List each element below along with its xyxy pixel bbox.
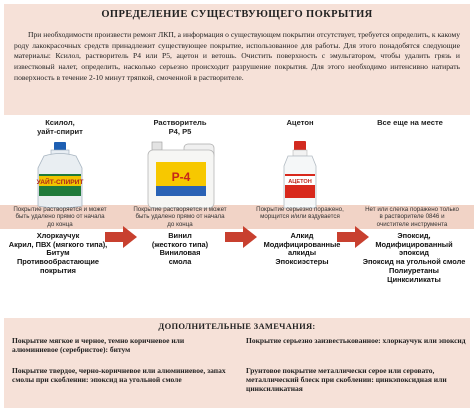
- column-header: Ксилол, уайт-спирит: [37, 118, 83, 136]
- column-solvent: [134, 118, 226, 210]
- coating-list-3: Алкид Модифицированные алкиды Эпоксиэстеры: [263, 231, 341, 267]
- remark-item-1: Покрытие мягкое и черное, темно коричневое или алюминиевое (серебристое): битум: [12, 336, 185, 355]
- result-note-2: Покрытие растворяется и может быть удалено прямо от начала до конца: [133, 206, 227, 228]
- result-note-4: Нет или слегка поражено только в растворителе 0846 и очистителе инструмента: [365, 206, 459, 228]
- coating-list-1: Хлоркаучук Акрил, ПВХ (мягкого типа), Битум Противообрастающие покрытия: [8, 231, 108, 275]
- result-note-1: Покрытие растворяется и может быть удалено прямо от начала до конца: [13, 206, 107, 228]
- acetone-bottle-image: [254, 140, 346, 210]
- remarks-title: ДОПОЛНИТЕЛЬНЫЕ ЗАМЕЧАНИЯ:: [158, 321, 316, 331]
- bottle-label: УАЙТ-СПИРИТ: [36, 179, 84, 186]
- remark-item-3: Покрытие твердое, черно-коричневое или алюминиевое, запах смолы при скоблении: эпоксид на угольной смоле: [12, 366, 226, 385]
- acetone-label: АЦЕТОН: [288, 179, 312, 185]
- result-note-3: Покрытие серьезно поражено, морщится и/или вздувается: [256, 206, 344, 221]
- column-header: Растворитель Р4, Р5: [153, 118, 207, 136]
- column-acetone: [254, 118, 346, 210]
- coating-list-4: Эпоксид, Модифицированный эпоксид Эпоксид на угольной смоле Полиуретаны Цинксиликаты: [362, 231, 466, 284]
- intact-coating-image: [364, 140, 456, 210]
- column-header: Все еще на месте: [377, 118, 443, 127]
- canister-label: Р-4: [171, 170, 191, 184]
- column-xylene: [14, 118, 106, 210]
- column-header: Ацетон: [286, 118, 314, 127]
- intro-text: При необходимости произвести ремонт ЛКП, а информация о существующем покрытии отсутствует, требуется определить, к какому роду лакокрасочных средств принадлежит существующее покрытие, использованное для работы. Для этого понадобятся следующие материалы: Ксилол, растворитель Р4 или Р5, ацетон и ветошь. Очистить поверхность с эмульгатором, чтобы удалить грязь и известковый налет, определить, насколько серьезно происходит разрушение покрытия. Для этого необходимо интенсивно натирать поверхность в течение 2-10 минут тряпкой, смоченной в растворителе.: [14, 30, 460, 82]
- white-spirit-bottle-image: [14, 140, 106, 210]
- page-title: ОПРЕДЕЛЕНИЕ СУЩЕСТВУЮЩЕГО ПОКРЫТИЯ: [101, 9, 373, 20]
- remark-item-4: Грунтовое покрытие металлически серое или серовато, металлический блеск при скоблении: цинкэпоксидная или цинксиликатная: [246, 366, 447, 394]
- remark-item-2: Покрытие серьезно заизвестькованное: хлоркаучук или эпоксид: [246, 336, 466, 345]
- remarks-panel: [4, 318, 470, 408]
- solvent-canister-image: [134, 140, 226, 210]
- column-intact: [364, 118, 456, 210]
- coating-list-2: Винил (жесткого типа) Виниловая смола: [151, 231, 209, 267]
